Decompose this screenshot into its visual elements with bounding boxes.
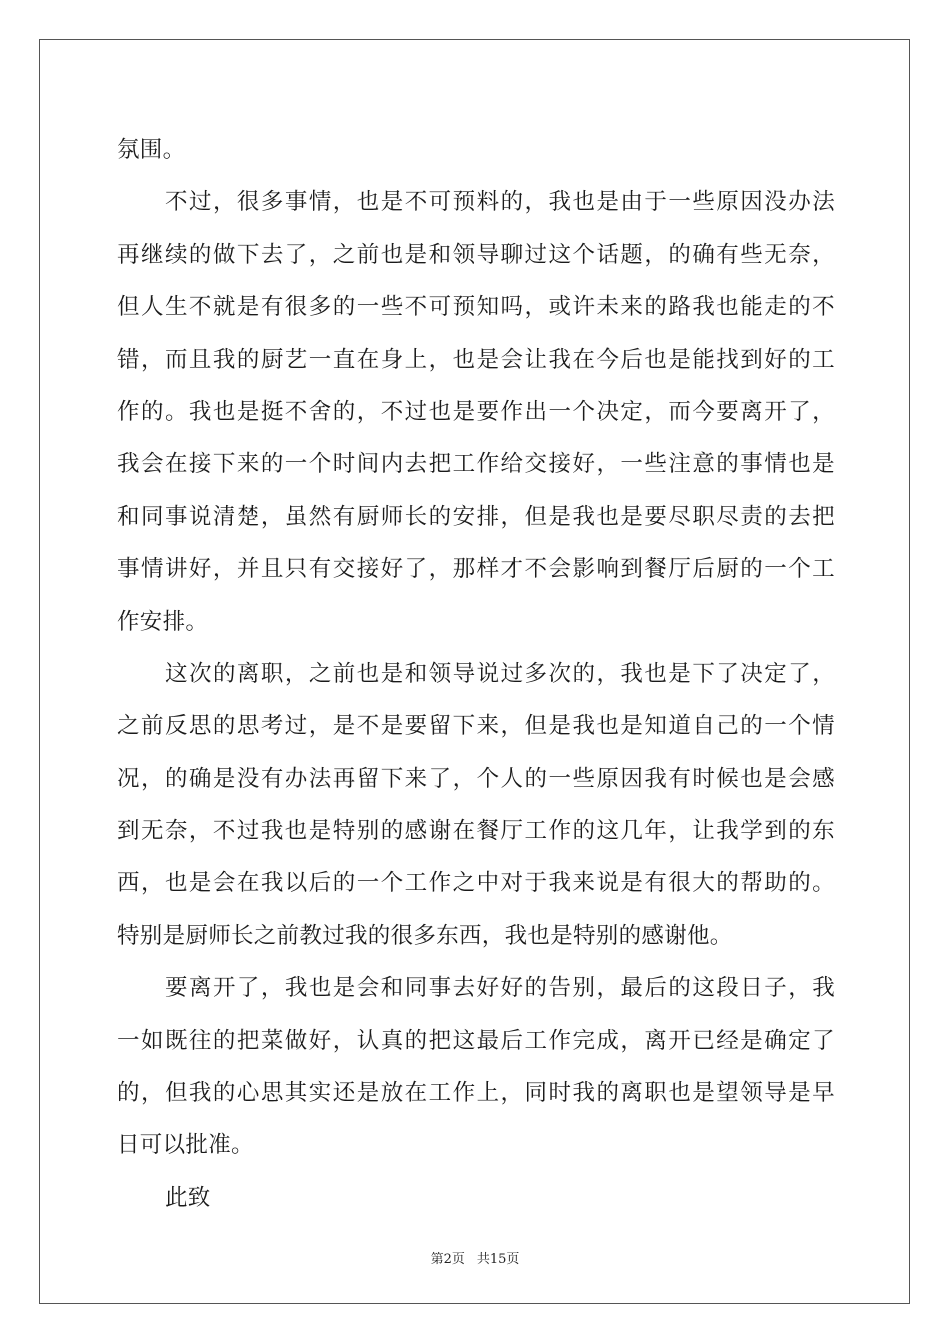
text-line: 再继续的做下去了，之前也是和领导聊过这个话题，的确有些无奈， [117,241,835,268]
text-line: 氛围。 [117,137,186,163]
text-line: 事情讲好，并且只有交接好了，那样才不会影响到餐厅后厨的一个工 [117,556,835,583]
text-line: 日可以批准。 [117,1132,254,1159]
text-line: 错，而且我的厨艺一直在身上，也是会让我在今后也是能找到好的工 [117,346,835,373]
text-line: 作的。我也是挺不舍的，不过也是要作出一个决定，而今要离开了， [117,398,835,425]
text-line: 况，的确是没有办法再留下来了，个人的一些原因我有时候也是会感 [117,765,835,792]
text-line: 西，也是会在我以后的一个工作之中对于我来说是有很大的帮助的。 [117,870,835,897]
text-line: 我会在接下来的一个时间内去把工作给交接好，一些注意的事情也是 [117,451,835,478]
text-line: 之前反思的思考过，是不是要留下来，但是我也是知道自己的一个情 [117,713,835,740]
text-line: 但人生不就是有很多的一些不可预知吗，或许未来的路我也能走的不 [117,294,835,321]
text-line: 此致 [165,1184,211,1211]
document-body [117,124,835,1224]
page-total: 共15页 [476,1252,520,1267]
text-line: 这次的离职，之前也是和领导说过多次的，我也是下了决定了， [165,660,835,687]
text-line: 特别是厨师长之前教过我的很多东西，我也是特别的感谢他。 [117,922,733,949]
text-line: 不过，很多事情，也是不可预料的，我也是由于一些原因没办法 [165,189,835,216]
text-line: 到无奈，不过我也是特别的感谢在餐厅工作的这几年，让我学到的东 [117,818,835,845]
text-line: 的，但我的心思其实还是放在工作上，同时我的离职也是望领导是早 [117,1080,835,1107]
text-line: 要离开了，我也是会和同事去好好的告别，最后的这段日子，我 [165,975,835,1002]
text-line: 作安排。 [117,608,209,635]
page-footer [0,1248,950,1267]
text-line: 一如既往的把菜做好，认真的把这最后工作完成，离开已经是确定了 [117,1027,835,1054]
page-number: 第2页 [430,1252,465,1267]
text-line: 和同事说清楚，虽然有厨师长的安排，但是我也是要尽职尽责的去把 [117,503,835,530]
